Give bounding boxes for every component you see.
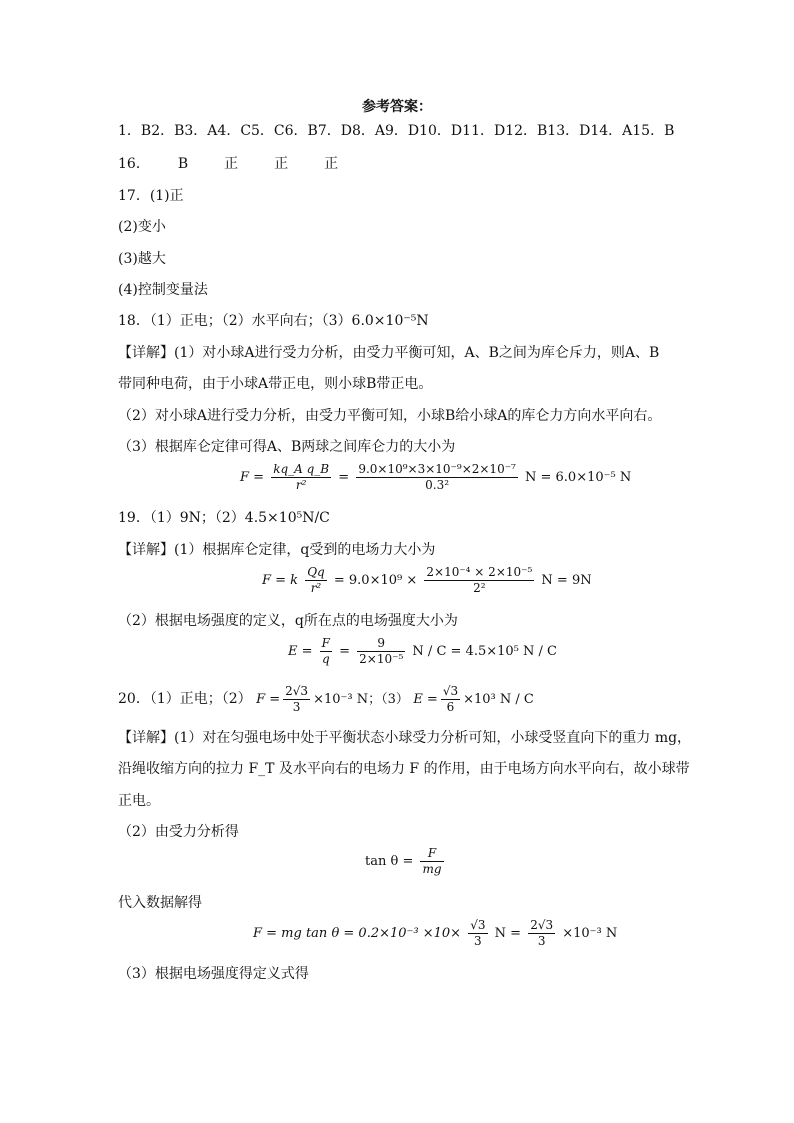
q18-detail-1b: 带同种电荷，由于小球A带正电，则小球B带正电。: [118, 376, 433, 392]
q17-line-3: (3)越大: [118, 251, 166, 267]
q20-frac-2: $\frac{√3}{3}$: [470, 918, 486, 948]
q18-frac-2: $\frac{\text{9.0×10⁹×3×10⁻⁹×2×10⁻⁷}}{\text{0.3²}}$: [358, 462, 516, 492]
q20-answer-e: E = $\frac{√3}{6}$ ×10³ N / C: [413, 684, 534, 714]
q19-answer: 19．（1）9N；（2）4.5×10⁵N/C: [118, 510, 330, 526]
q20-detail-1b: 沿绳收缩方向的拉力 F_T 及水平向右的电场力 F 的作用，由于电场方向水平向右，故小球带: [118, 761, 690, 777]
q19-equation-2: E = $\frac{F}{q}$ = $\frac{9}{\text{2×10⁻⁵}}$ N / C = 4.5×10⁵ N / C: [288, 636, 557, 666]
q20-detail-3: 代入数据解得: [118, 895, 202, 911]
q18-detail-2: （2）对小球A进行受力分析，由受力平衡可知，小球B给小球A的库仑力方向水平向右。: [118, 408, 662, 424]
q18-answer: 18．（1）正电；（2）水平向右；（3）6.0×10⁻⁵N: [118, 313, 429, 329]
mc-answers: 1．B2．B3．A4．C5．C6．B7．D8．A9．D10．D11．D12．B13．D14．A15．B: [118, 123, 675, 139]
q16-a1: B: [177, 156, 189, 172]
q18-detail-3: （3）根据库仑定律可得A、B两球之间库仑力的大小为: [118, 439, 456, 455]
q19-frac-4: $\frac{9}{\text{2×10⁻⁵}}$: [359, 636, 404, 666]
q19-frac-2: $\frac{\text{2×10⁻⁴ × 2×10⁻⁵}}{\text{2²}}$: [426, 565, 533, 595]
q19-frac-3: $\frac{F}{q}$: [321, 636, 330, 666]
q19-equation-1: F = k $\frac{Qq}{\text{r²}}$ = 9.0×10⁹ × $\frac{\text{2×10⁻⁴ × 2×10⁻⁵}}{\text{2²}}$ N = 9N: [262, 565, 592, 595]
q16-answer: [118, 154, 338, 174]
q17-line-1: 17．(1)正: [118, 188, 184, 204]
q20-detail-2: （2）由受力分析得: [118, 824, 239, 840]
q17-line-2: (2)变小: [118, 219, 166, 235]
q20-detail-1a: 【详解】(1）对在匀强电场中处于平衡状态小球受力分析可知，小球受竖直向下的重力 mg，: [118, 730, 692, 746]
q20-frac-1: $\frac{F}{mg}$: [422, 846, 442, 876]
page-title: 参考答案：: [362, 99, 432, 115]
q20-equation-2: F = mg tan θ = 0.2×10⁻³ ×10× $\frac{√3}{3}$ N = $\frac{2√3}{3}$ ×10⁻³ N: [253, 918, 618, 948]
q20-detail-4: （3）根据电场强度得定义式得: [118, 966, 309, 982]
q20-answer-f: F = $\frac{2√3}{3}$ ×10⁻³ N；（3）: [256, 684, 409, 714]
q18-equation: F = $\frac{\text{kq\_A q\_B}}{\text{r²}}$ = $\frac{\text{9.0×10⁹×3×10⁻⁹×2×10⁻⁷}}{\text{0.3²}}$ N = 6.0×10⁻⁵ N: [240, 462, 632, 492]
q20-equation-1: tan θ = $\frac{F}{mg}$: [365, 846, 442, 876]
q18-frac-1: $\frac{\text{kq\_A q\_B}}{\text{r²}}$: [273, 462, 330, 492]
q20-answer: 20．（1）正电；（2） F = $\frac{2√3}{3}$ ×10⁻³ N；（3） E = $\frac{√3}{6}$ ×10³ N / C: [118, 684, 534, 714]
q20-frac-3: $\frac{2√3}{3}$: [530, 918, 554, 948]
q19-frac-1: $\frac{Qq}{\text{r²}}$: [307, 565, 325, 595]
q19-detail-2: （2）根据电场强度的定义，q所在点的电场强度大小为: [118, 613, 458, 629]
q16-a3: 正: [274, 156, 289, 172]
q16-num: 16．: [118, 156, 150, 172]
q18-detail-1a: 【详解】(1）对小球A进行受力分析，由受力平衡可知，A、B之间为库仑斥力，则A、B: [118, 345, 660, 361]
q16-a4: 正: [324, 156, 339, 172]
q19-detail-1: 【详解】(1）根据库仑定律，q受到的电场力大小为: [118, 542, 436, 558]
q20-detail-1c: 正电。: [118, 793, 160, 809]
q17-line-4: (4)控制变量法: [118, 282, 208, 298]
q16-a2: 正: [224, 156, 239, 172]
